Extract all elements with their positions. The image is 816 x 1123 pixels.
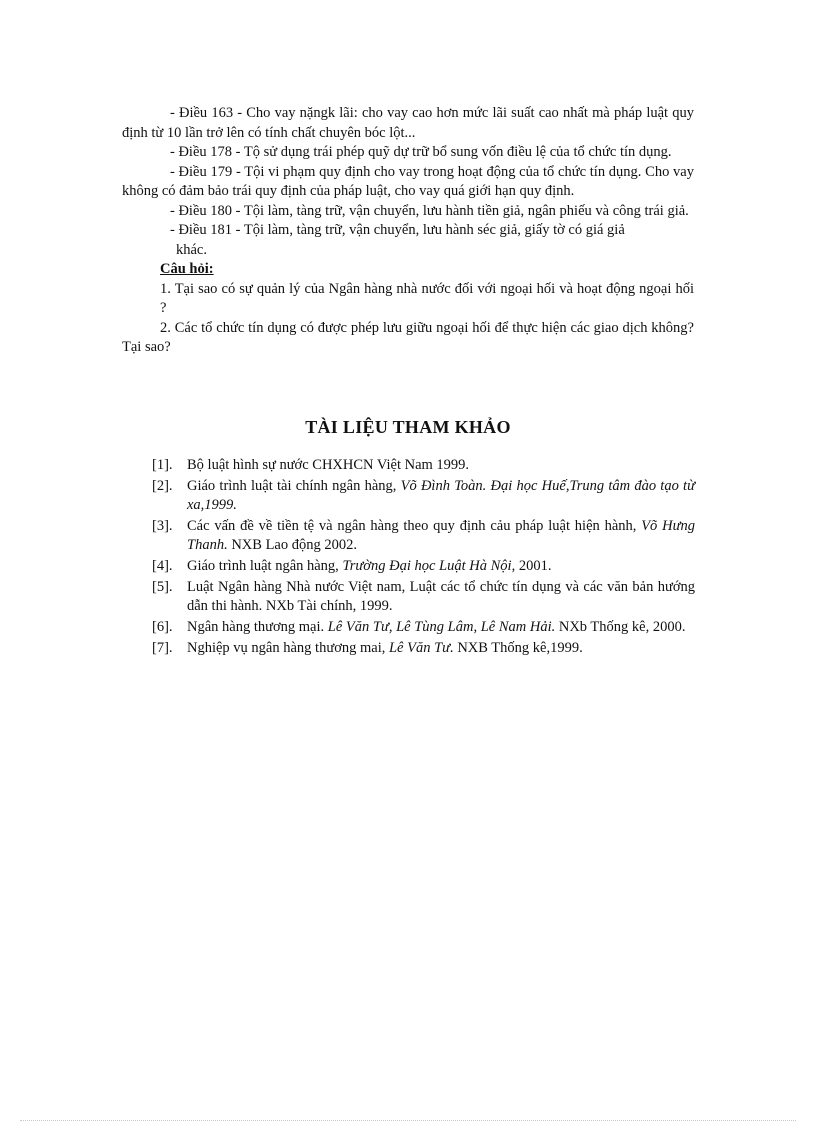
article-179: - Điều 179 - Tội vi phạm quy định cho vay trong hoạt động của tổ chức tín dụng. Cho vay không có đảm bảo trái quy định của pháp luật, cho vay quá giới hạn quy định. <box>122 163 694 199</box>
reference-plain: Giáo trình luật ngân hàng, <box>187 558 343 574</box>
article-181-line2: khác. <box>176 241 207 258</box>
reference-item <box>152 557 695 576</box>
reference-plain: Luật Ngân hàng Nhà nước Việt nam, Luật các tổ chức tín dụng và các văn bản hướng dẫn thi hành. NXb Tài chính, 1999. <box>187 579 695 614</box>
reference-text <box>187 557 695 576</box>
reference-item <box>152 639 695 658</box>
reference-number: [4]. <box>152 558 173 574</box>
reference-text <box>187 477 695 515</box>
reference-publisher: , 2001. <box>511 558 552 574</box>
reference-publisher: NXB Lao động 2002. <box>227 537 357 553</box>
reference-plain: Ngân hàng thương mại. <box>187 619 328 635</box>
reference-number: [1]. <box>152 457 173 473</box>
reference-item <box>152 517 695 555</box>
reference-text <box>187 618 695 637</box>
reference-number: [2]. <box>152 478 173 494</box>
reference-author: Võ Hưng Thanh. <box>187 518 695 553</box>
reference-publisher: NXB Thống kê,1999. <box>453 640 583 656</box>
reference-number: [7]. <box>152 640 173 656</box>
reference-text <box>187 517 695 555</box>
page-bottom-border <box>20 1120 796 1121</box>
reference-text <box>187 639 695 658</box>
reference-plain: Giáo trình luật tài chính ngân hàng, <box>187 478 401 494</box>
questions-heading: Câu hỏi: <box>160 261 214 277</box>
reference-number: [6]. <box>152 619 173 635</box>
reference-plain: Nghiệp vụ ngân hàng thương mai, <box>187 640 389 656</box>
body-text <box>122 104 694 358</box>
reference-publisher: NXb Thống kê, 2000. <box>555 619 686 635</box>
reference-item <box>152 578 695 616</box>
reference-item <box>152 618 695 637</box>
reference-plain: Các vấn đề về tiền tệ và ngân hàng theo quy định cảu pháp luật hiện hành, <box>187 518 642 534</box>
reference-author: Võ Đình Toàn. Đại học Huế,Trung tâm đào tạo từ xa,1999. <box>187 478 695 513</box>
reference-text <box>187 456 695 475</box>
reference-item <box>152 477 695 515</box>
references-title: TÀI LIỆU THAM KHẢO <box>305 417 511 437</box>
reference-item <box>152 456 695 475</box>
article-181-line1: - Điều 181 - Tội làm, tàng trữ, vận chuyển, lưu hành séc giả, giấy tờ có giá giả <box>170 222 625 238</box>
question-2: 2. Các tổ chức tín dụng có được phép lưu giữu ngoại hối để thực hiện các giao dịch không? Tại sao? <box>122 319 694 355</box>
reference-author: Trường Đại học Luật Hà Nội <box>342 558 512 574</box>
reference-author: Lê Văn Tư. <box>388 640 454 656</box>
article-178: - Điều 178 - Tộ sử dụng trái phép quỹ dự trữ bổ sung vốn điều lệ của tổ chức tín dụng. <box>170 144 672 160</box>
article-181 <box>122 221 694 260</box>
reference-plain: Bộ luật hình sự nước CHXHCN Việt Nam 1999. <box>187 457 470 473</box>
reference-author: Lê Văn Tư, Lê Tùng Lâm, Lê Nam Hải. <box>327 619 556 635</box>
reference-number: [5]. <box>152 579 173 595</box>
article-163: - Điều 163 - Cho vay nặngk lãi: cho vay cao hơn mức lãi suất cao nhất mà pháp luật quy định từ 10 lần trở lên có tính chất chuyên bóc lột... <box>122 105 694 141</box>
reference-number: [3]. <box>152 518 173 534</box>
references-list <box>152 456 695 660</box>
reference-text <box>187 578 695 616</box>
question-1: 1. Tại sao có sự quản lý của Ngân hàng nhà nước đối với ngoại hối và hoạt động ngoại hối ? <box>160 280 694 316</box>
article-180: - Điều 180 - Tội làm, tàng trữ, vận chuyển, lưu hành tiền giả, ngân phiếu và công trái giả. <box>170 202 689 219</box>
